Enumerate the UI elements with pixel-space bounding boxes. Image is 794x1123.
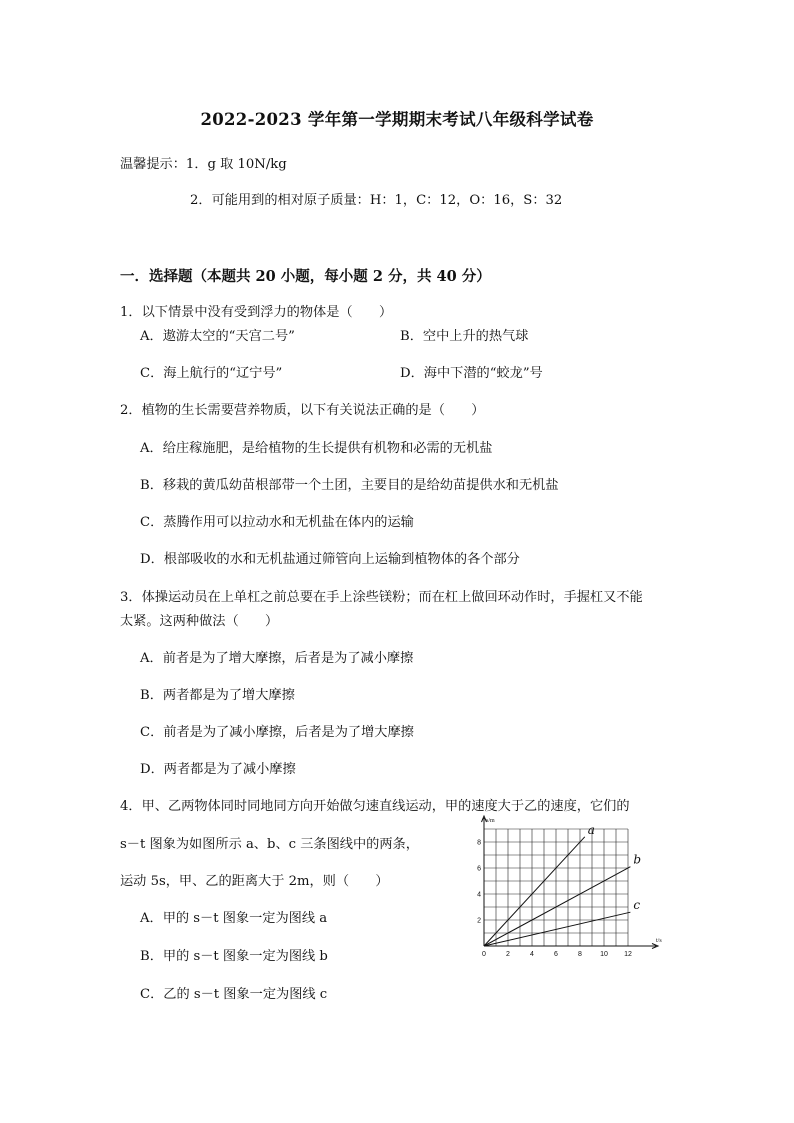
series-line-a [484, 837, 585, 946]
q1-option-d: D．海中下潜的“蛟龙”号 [400, 366, 543, 381]
q3-option-b: B．两者都是为了增大摩擦 [140, 688, 295, 703]
q4-option-c: C．乙的 s－t 图象一定为图线 c [140, 987, 328, 1002]
x-tick-label: 6 [554, 951, 558, 958]
series-line-b [484, 867, 630, 946]
q4-option-b: B．甲的 s－t 图象一定为图线 b [140, 949, 328, 964]
q2-stem: 2．植物的生长需要营养物质，以下有关说法正确的是（ ） [120, 403, 485, 418]
q4-option-a: A．甲的 s－t 图象一定为图线 a [140, 911, 328, 926]
q1-option-b: B．空中上升的热气球 [400, 329, 529, 344]
tip-line-1: 温馨提示：1．g 取 10N/kg [120, 157, 287, 172]
q3-option-c: C．前者是为了减小摩擦，后者是为了增大摩擦 [140, 725, 414, 740]
q2-option-a: A．给庄稼施肥，是给植物的生长提供有机物和必需的无机盐 [140, 441, 493, 456]
y-tick-label: 8 [477, 839, 481, 847]
q3-option-d: D．两者都是为了减小摩擦 [140, 762, 296, 777]
x-tick-label: 12 [624, 951, 632, 958]
x-tick-label: 2 [506, 951, 510, 958]
x-axis-label: t/s [656, 938, 662, 944]
y-tick-label: 2 [477, 917, 481, 925]
q1-option-a: A．遨游太空的“天宫二号” [140, 329, 295, 344]
y-tick-label: 4 [477, 891, 481, 899]
q3-option-a: A．前者是为了增大摩擦，后者是为了减小摩擦 [140, 651, 414, 666]
y-tick-label: 6 [477, 865, 481, 873]
q4-stem-line-1: 4．甲、乙两物体同时同地同方向开始做匀速直线运动，甲的速度大于乙的速度，它们的 [120, 799, 630, 814]
q2-option-b: B．移栽的黄瓜幼苗根部带一个土团，主要目的是给幼苗提供水和无机盐 [140, 478, 559, 493]
exam-title: 2022-2023 学年第一学期期末考试八年级科学试卷 [200, 110, 594, 129]
q4-stem-line-2: s－t 图象为如图所示 a、b、c 三条图线中的两条， [120, 837, 419, 852]
q1-option-c: C．海上航行的“辽宁号” [140, 366, 283, 381]
y-axis-label: s/m [486, 818, 495, 824]
x-tick-label: 4 [530, 951, 534, 958]
x-tick-label: 0 [482, 951, 486, 958]
q2-option-d: D．根部吸收的水和无机盐通过筛管向上运输到植物体的各个部分 [140, 552, 520, 567]
q1-stem: 1．以下情景中没有受到浮力的物体是（ ） [120, 305, 393, 320]
section-heading: 一．选择题（本题共 20 小题，每小题 2 分，共 40 分） [120, 268, 491, 285]
series-label-c: c [633, 898, 641, 913]
q3-stem-line-1: 3．体操运动员在上单杠之前总要在手上涂些镁粉；而在杠上做回环动作时，手握杠又不能 [120, 590, 643, 605]
q4-stem-line-3: 运动 5s，甲、乙的距离大于 2m，则（ ） [120, 874, 389, 889]
x-tick-label: 8 [578, 951, 582, 958]
x-tick-label: 10 [600, 951, 608, 958]
series-label-b: b [633, 852, 642, 867]
series-label-a: a [587, 822, 595, 837]
series-line-c [484, 912, 630, 946]
q3-stem-line-2: 太紧。这两种做法（ ） [120, 614, 279, 629]
st-graph [470, 812, 670, 962]
q2-option-c: C．蒸腾作用可以拉动水和无机盐在体内的运输 [140, 515, 414, 530]
tip-line-2: 2．可能用到的相对原子质量：H：1，C：12，O：16，S：32 [190, 193, 563, 208]
